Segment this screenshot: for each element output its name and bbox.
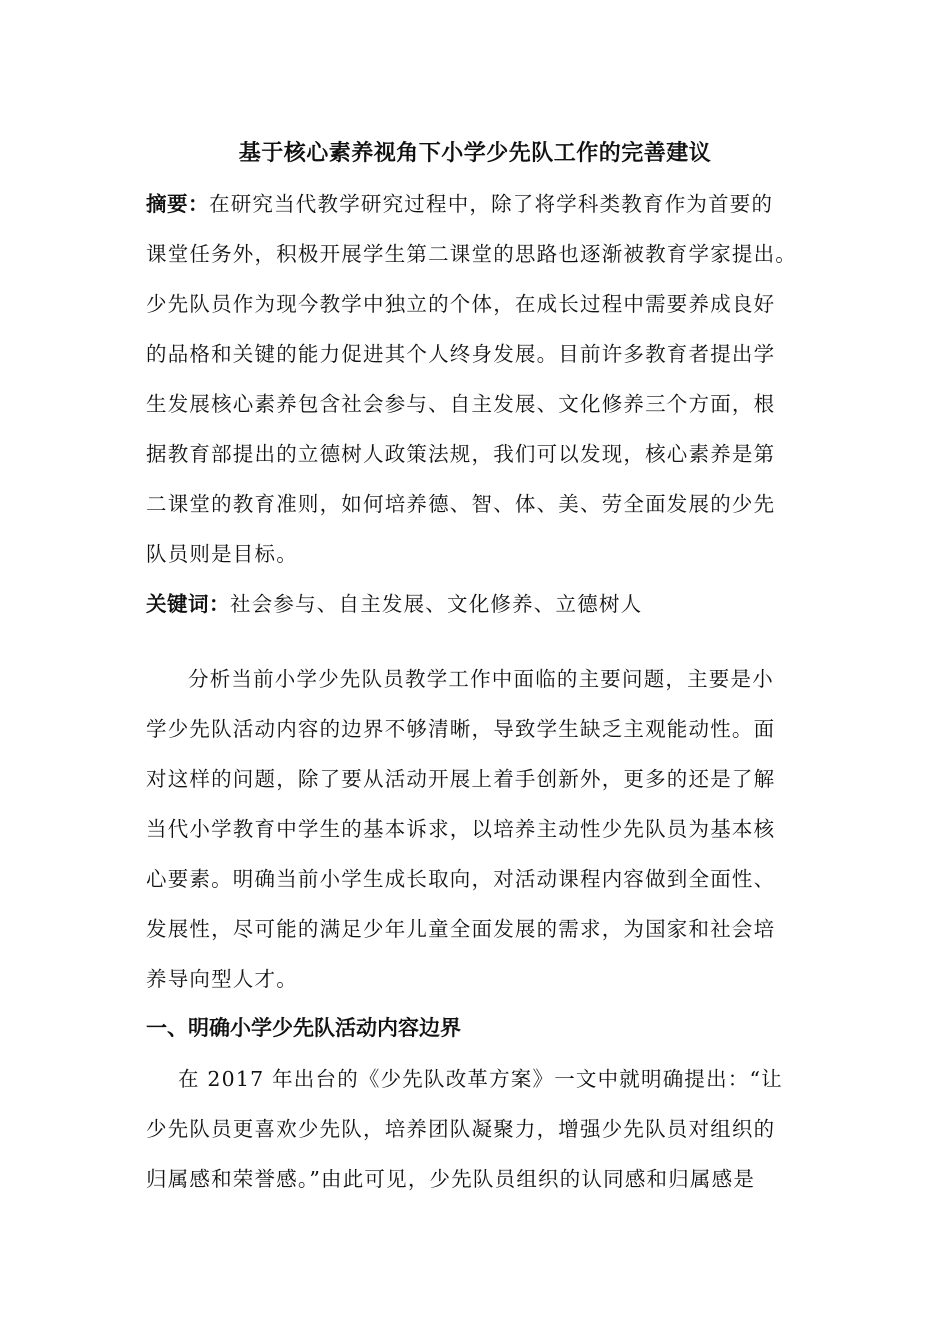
abstract-text: 在研究当代教学研究过程中，除了将学科类教育作为首要的 [209,192,774,216]
abstract-line: 生发展核心素养包含社会参与、自主发展、文化修养三个方面，根 [146,392,776,416]
abstract-line: 队员则是目标。 [146,542,298,566]
keywords-line [146,587,796,617]
keywords-label: 关键词： [146,592,230,616]
section-line: 少先队员更喜欢少先队，培养团队凝聚力，增强少先队员对组织的 [146,1117,776,1141]
section-line: 在 2017 年出台的《少先队改革方案》一文中就明确提出：“让 [178,1067,783,1091]
intro-line: 养导向型人才。 [146,967,298,991]
intro-line: 对这样的问题，除了要从活动开展上着手创新外，更多的还是了解 [146,767,776,791]
intro-line: 分析当前小学少先队员教学工作中面临的主要问题，主要是小 [188,667,774,691]
section-line: 归属感和荣誉感。”由此可见，少先队员组织的认同感和归属感是 [146,1167,756,1191]
intro-line: 发展性，尽可能的满足少年儿童全面发展的需求，为国家和社会培 [146,917,776,941]
abstract-line: 二课堂的教育准则，如何培养德、智、体、美、劳全面发展的少先 [146,492,776,516]
abstract-line: 据教育部提出的立德树人政策法规，我们可以发现，核心素养是第 [146,442,776,466]
section-heading: 一、明确小学少先队活动内容边界 [146,1016,461,1040]
intro-line: 心要素。明确当前小学生成长取向，对活动课程内容做到全面性、 [146,867,776,891]
abstract-line: 的品格和关键的能力促进其个人终身发展。目前许多教育者提出学 [146,342,776,366]
intro-line: 当代小学教育中学生的基本诉求，以培养主动性少先队员为基本核 [146,817,776,841]
paper-title: 基于核心素养视角下小学少先队工作的完善建议 [238,141,712,166]
abstract-line: 少先队员作为现今教学中独立的个体，在成长过程中需要养成良好 [146,292,776,316]
abstract-line-1 [146,187,796,217]
abstract-line: 课堂任务外，积极开展学生第二课堂的思路也逐渐被教育学家提出。 [146,242,797,266]
keywords-text: 社会参与、自主发展、文化修养、立德树人 [230,592,643,616]
intro-line: 学少先队活动内容的边界不够清晰，导致学生缺乏主观能动性。面 [146,717,776,741]
abstract-label: 摘要： [146,192,209,216]
